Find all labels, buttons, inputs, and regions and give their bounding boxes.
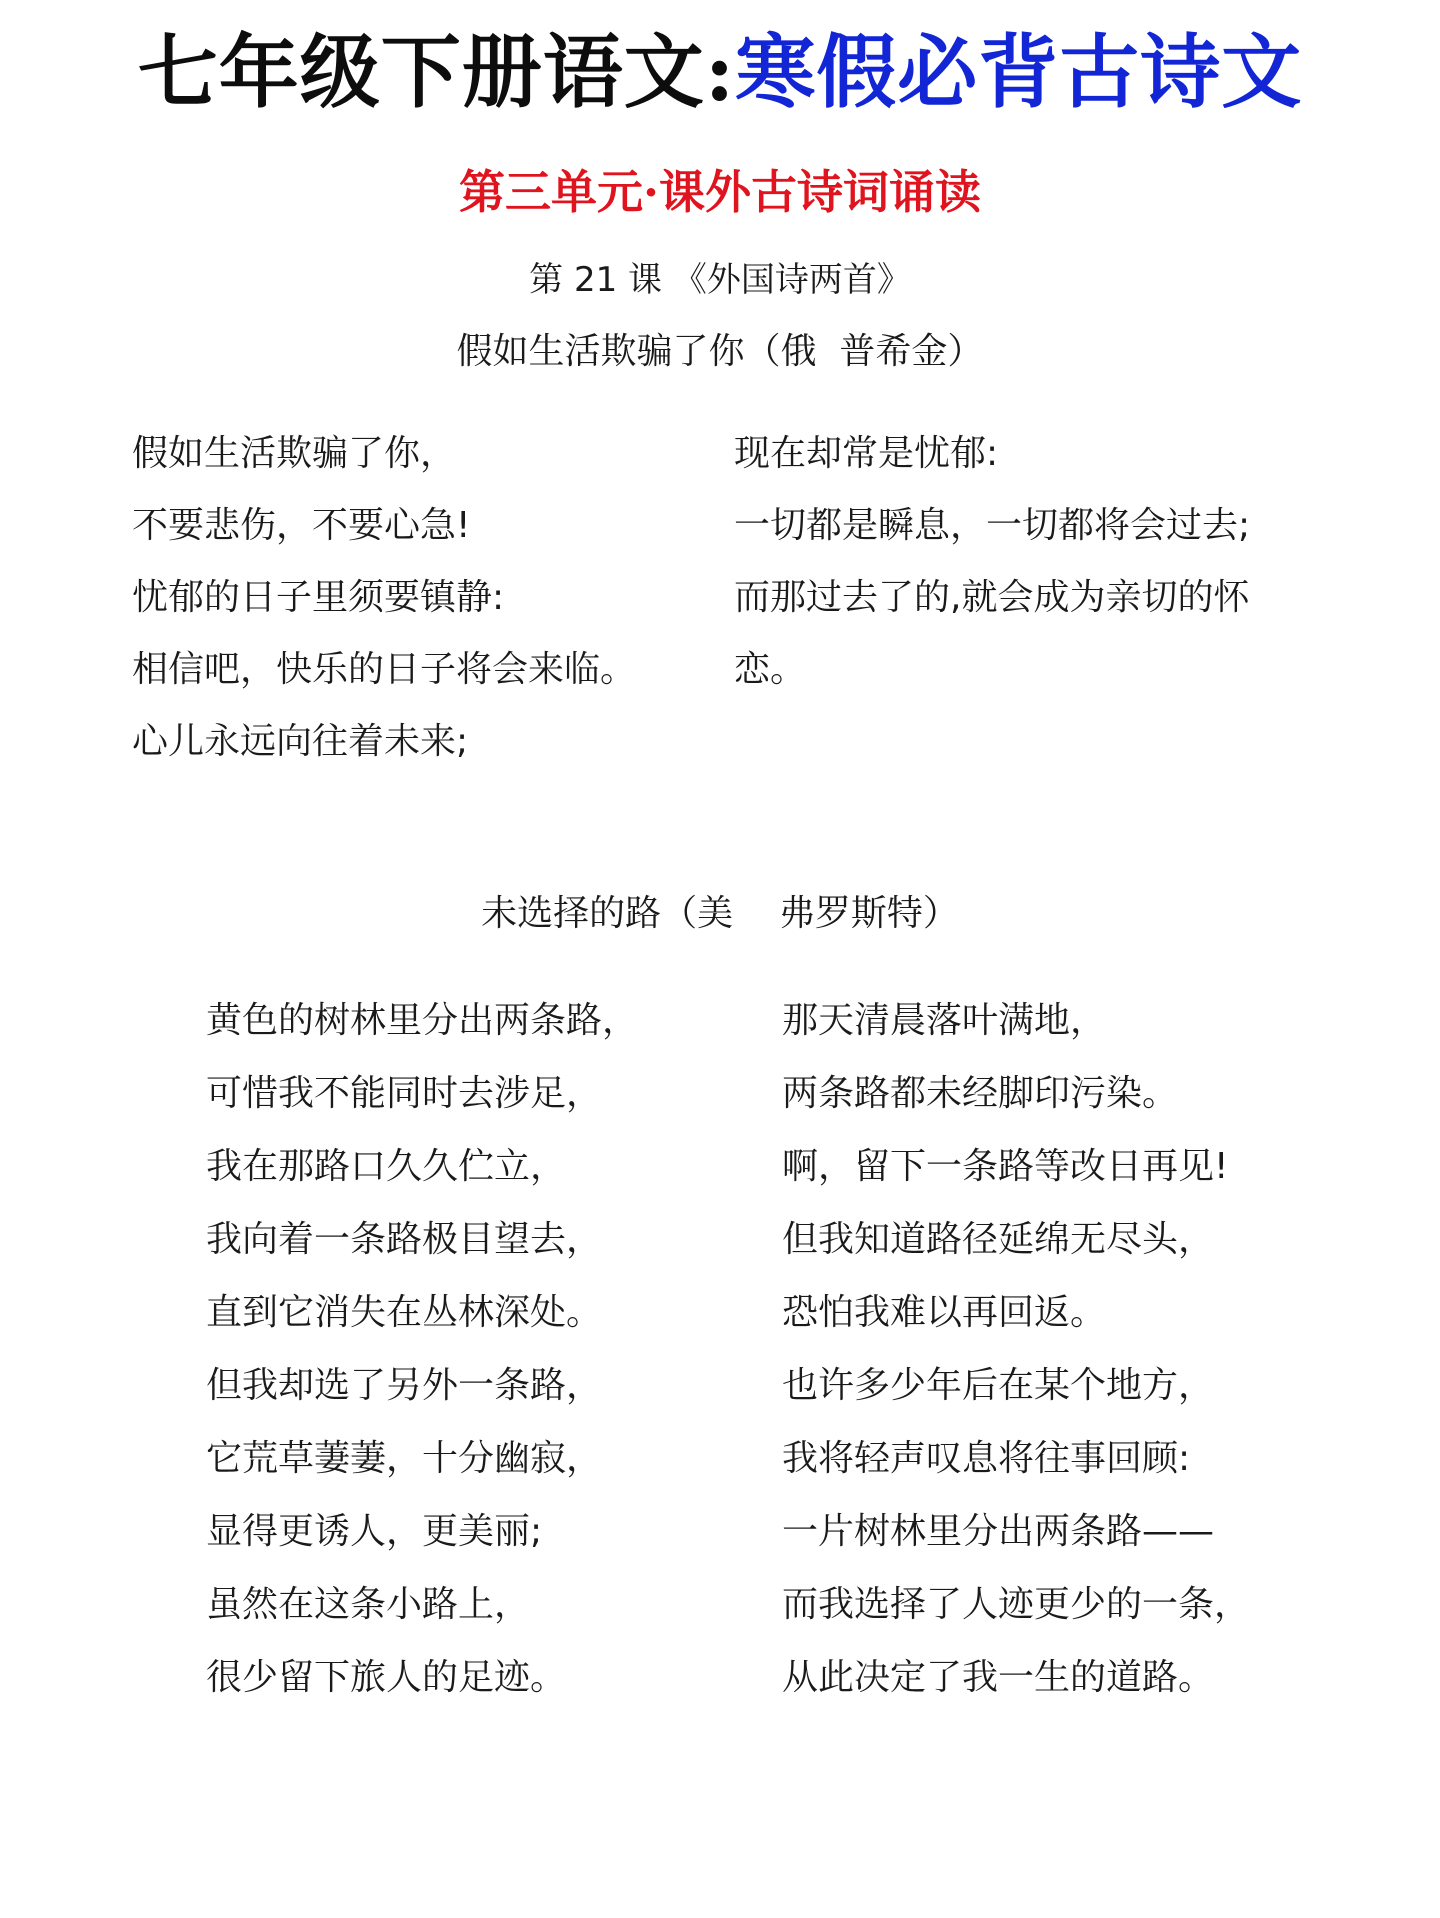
poem-2-left-column [206,984,638,1714]
poem-line: 但我却选了另外一条路， [206,1365,603,1406]
poem-2-right-column [782,984,1250,1714]
poem-line: 不要悲伤，不要心急! [132,505,471,546]
poem-line: 而我选择了人迹更少的一条， [782,1584,1251,1625]
poem-line: 两条路都未经脚印污染。 [782,1073,1179,1114]
poem-line: 一片树林里分出两条路—— [782,1511,1215,1552]
poem-line: 从此决定了我一生的道路。 [782,1657,1215,1698]
poem-line: 虽然在这条小路上， [206,1584,531,1625]
poem-line: 假如生活欺骗了你， [132,433,457,474]
poem-line: 我向着一条路极目望去， [206,1219,603,1260]
poem-line: 心儿永远向往着未来; [132,721,469,762]
poem-line: 它荒草萋萋，十分幽寂， [206,1438,603,1479]
poem-line: 恐怕我难以再回返。 [782,1292,1107,1333]
poem-line: 可惜我不能同时去涉足， [206,1073,603,1114]
poem-line: 相信吧，快乐的日子将会来临。 [132,649,637,690]
unit-title: 第三单元·课外古诗词诵读 [458,165,981,219]
poem-1-left-column [132,418,636,778]
main-title-blue-part: 寒假必背古诗文 [735,25,1303,119]
poem-line: 恋。 [734,649,807,690]
main-title [0,20,1440,124]
poem-2-heading: 未选择的路（美 弗罗斯特） [481,893,959,934]
poem-line: 我将轻声叹息将往事回顾: [782,1438,1191,1479]
poem-line: 现在却常是忧郁: [734,433,999,474]
poem-line: 而那过去了的,就会成为亲切的怀 [734,577,1250,618]
poem-line: 那天清晨落叶满地， [782,1000,1107,1041]
poem-line: 我在那路口久久伫立， [206,1146,567,1187]
poem-line: 一切都是瞬息，一切都将会过去; [734,505,1251,546]
poem-line: 直到它消失在丛林深处。 [206,1292,603,1333]
poem-line: 黄色的树林里分出两条路， [206,1000,639,1041]
poem-line: 也许多少年后在某个地方， [782,1365,1215,1406]
poem-line: 忧郁的日子里须要镇静: [132,577,505,618]
poem-line: 但我知道路径延绵无尽头， [782,1219,1215,1260]
poem-line: 啊，留下一条路等改日再见! [782,1146,1229,1187]
poem-line: 很少留下旅人的足迹。 [206,1657,567,1698]
poem-line: 显得更诱人，更美丽; [206,1511,543,1552]
poem-1-right-column [734,418,1250,706]
lesson-title: 第 21 课 《外国诗两首》 [529,260,911,300]
poem-1-heading: 假如生活欺骗了你（俄 普希金） [456,331,984,372]
main-title-black-part: 七年级下册语文: [137,25,736,119]
